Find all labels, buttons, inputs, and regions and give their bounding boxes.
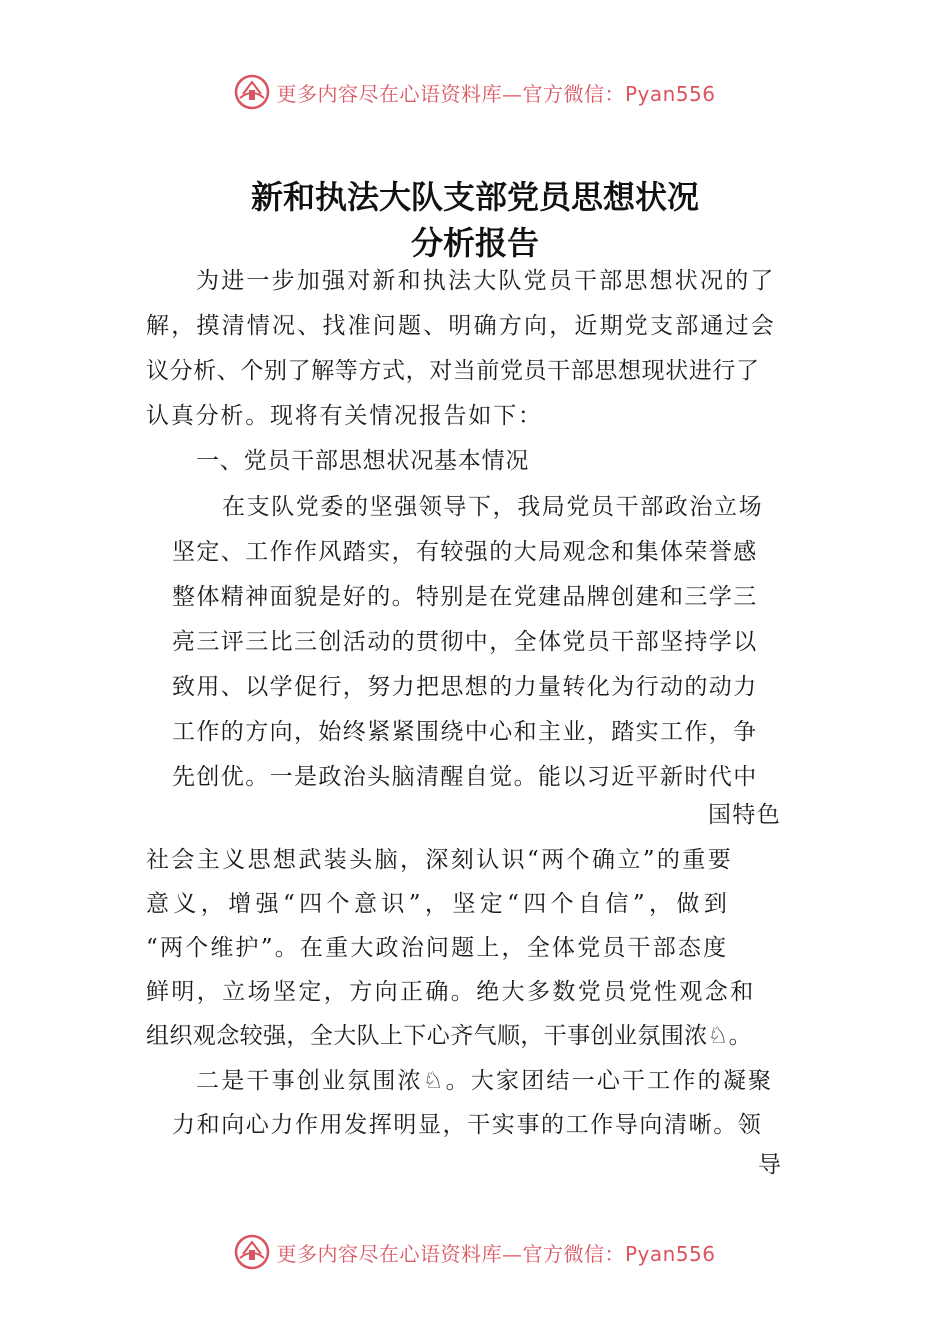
body-line: 鲜明，立场坚定，方向正确。绝大多数党员党性观念和 <box>146 979 756 1005</box>
body-line: 亮三评三比三创活动的贯彻中，全体党员干部坚持学以 <box>172 629 758 655</box>
body-line: 整体精神面貌是好的。特别是在党建品牌创建和三学三 <box>172 584 758 610</box>
watermark-bottom <box>0 1232 950 1272</box>
body-line: 解，摸清情况、找准问题、明确方向，近期党支部通过会 <box>146 313 776 339</box>
body-line: 认真分析。现将有关情况报告如下： <box>146 403 543 429</box>
body-line: 组织观念较强，全大队上下心齐气顺，干事创业氛围浓♘。 <box>146 1023 753 1049</box>
body-line: 议分析、个别了解等方式，对当前党员干部思想现状进行了 <box>146 358 760 384</box>
body-line: 为进一步加强对新和执法大队党员干部思想状况的了 <box>196 268 776 294</box>
body-line: 在支队党委的坚强领导下，我局党员干部政治立场 <box>222 494 764 520</box>
body-line: 社会主义思想武装头脑，深刻认识“两个确立”的重要 <box>146 847 734 873</box>
body-line: 国特色 <box>708 802 782 828</box>
section-heading: 一、党员干部思想状况基本情况 <box>196 448 530 474</box>
body-line: 先创优。一是政治头脑清醒自觉。能以习近平新时代中 <box>172 764 758 790</box>
page-title-line-1: 新和执法大队支部党员思想状况 <box>250 178 699 216</box>
body-line: 致用、以学促行，努力把思想的力量转化为行动的动力 <box>172 674 758 700</box>
body-line: 力和向心力作用发挥明显，干实事的工作导向清晰。领 <box>172 1112 763 1138</box>
watermark-text: 更多内容尽在心语资料库—官方微信：Pyan556 <box>276 1241 716 1266</box>
book-logo-icon <box>234 74 270 110</box>
body-line: 导 <box>758 1152 781 1178</box>
body-line: 二是干事创业氛围浓♘。大家团结一心干工作的凝聚 <box>196 1068 774 1094</box>
body-line: “两个维护”。在重大政治问题上，全体党员干部态度 <box>146 935 729 961</box>
watermark-text: 更多内容尽在心语资料库—官方微信：Pyan556 <box>276 81 716 106</box>
body-line: 坚定、工作作风踏实，有较强的大局观念和集体荣誉感 <box>172 539 758 565</box>
page-title-line-2: 分析报告 <box>410 224 539 262</box>
body-line: 意义，增强“四个意识”，坚定“四个自信”，做到 <box>146 891 732 917</box>
watermark-top <box>0 72 950 112</box>
book-logo-icon <box>234 1234 270 1270</box>
body-line: 工作的方向，始终紧紧围绕中心和主业，踏实工作，争 <box>172 719 758 745</box>
